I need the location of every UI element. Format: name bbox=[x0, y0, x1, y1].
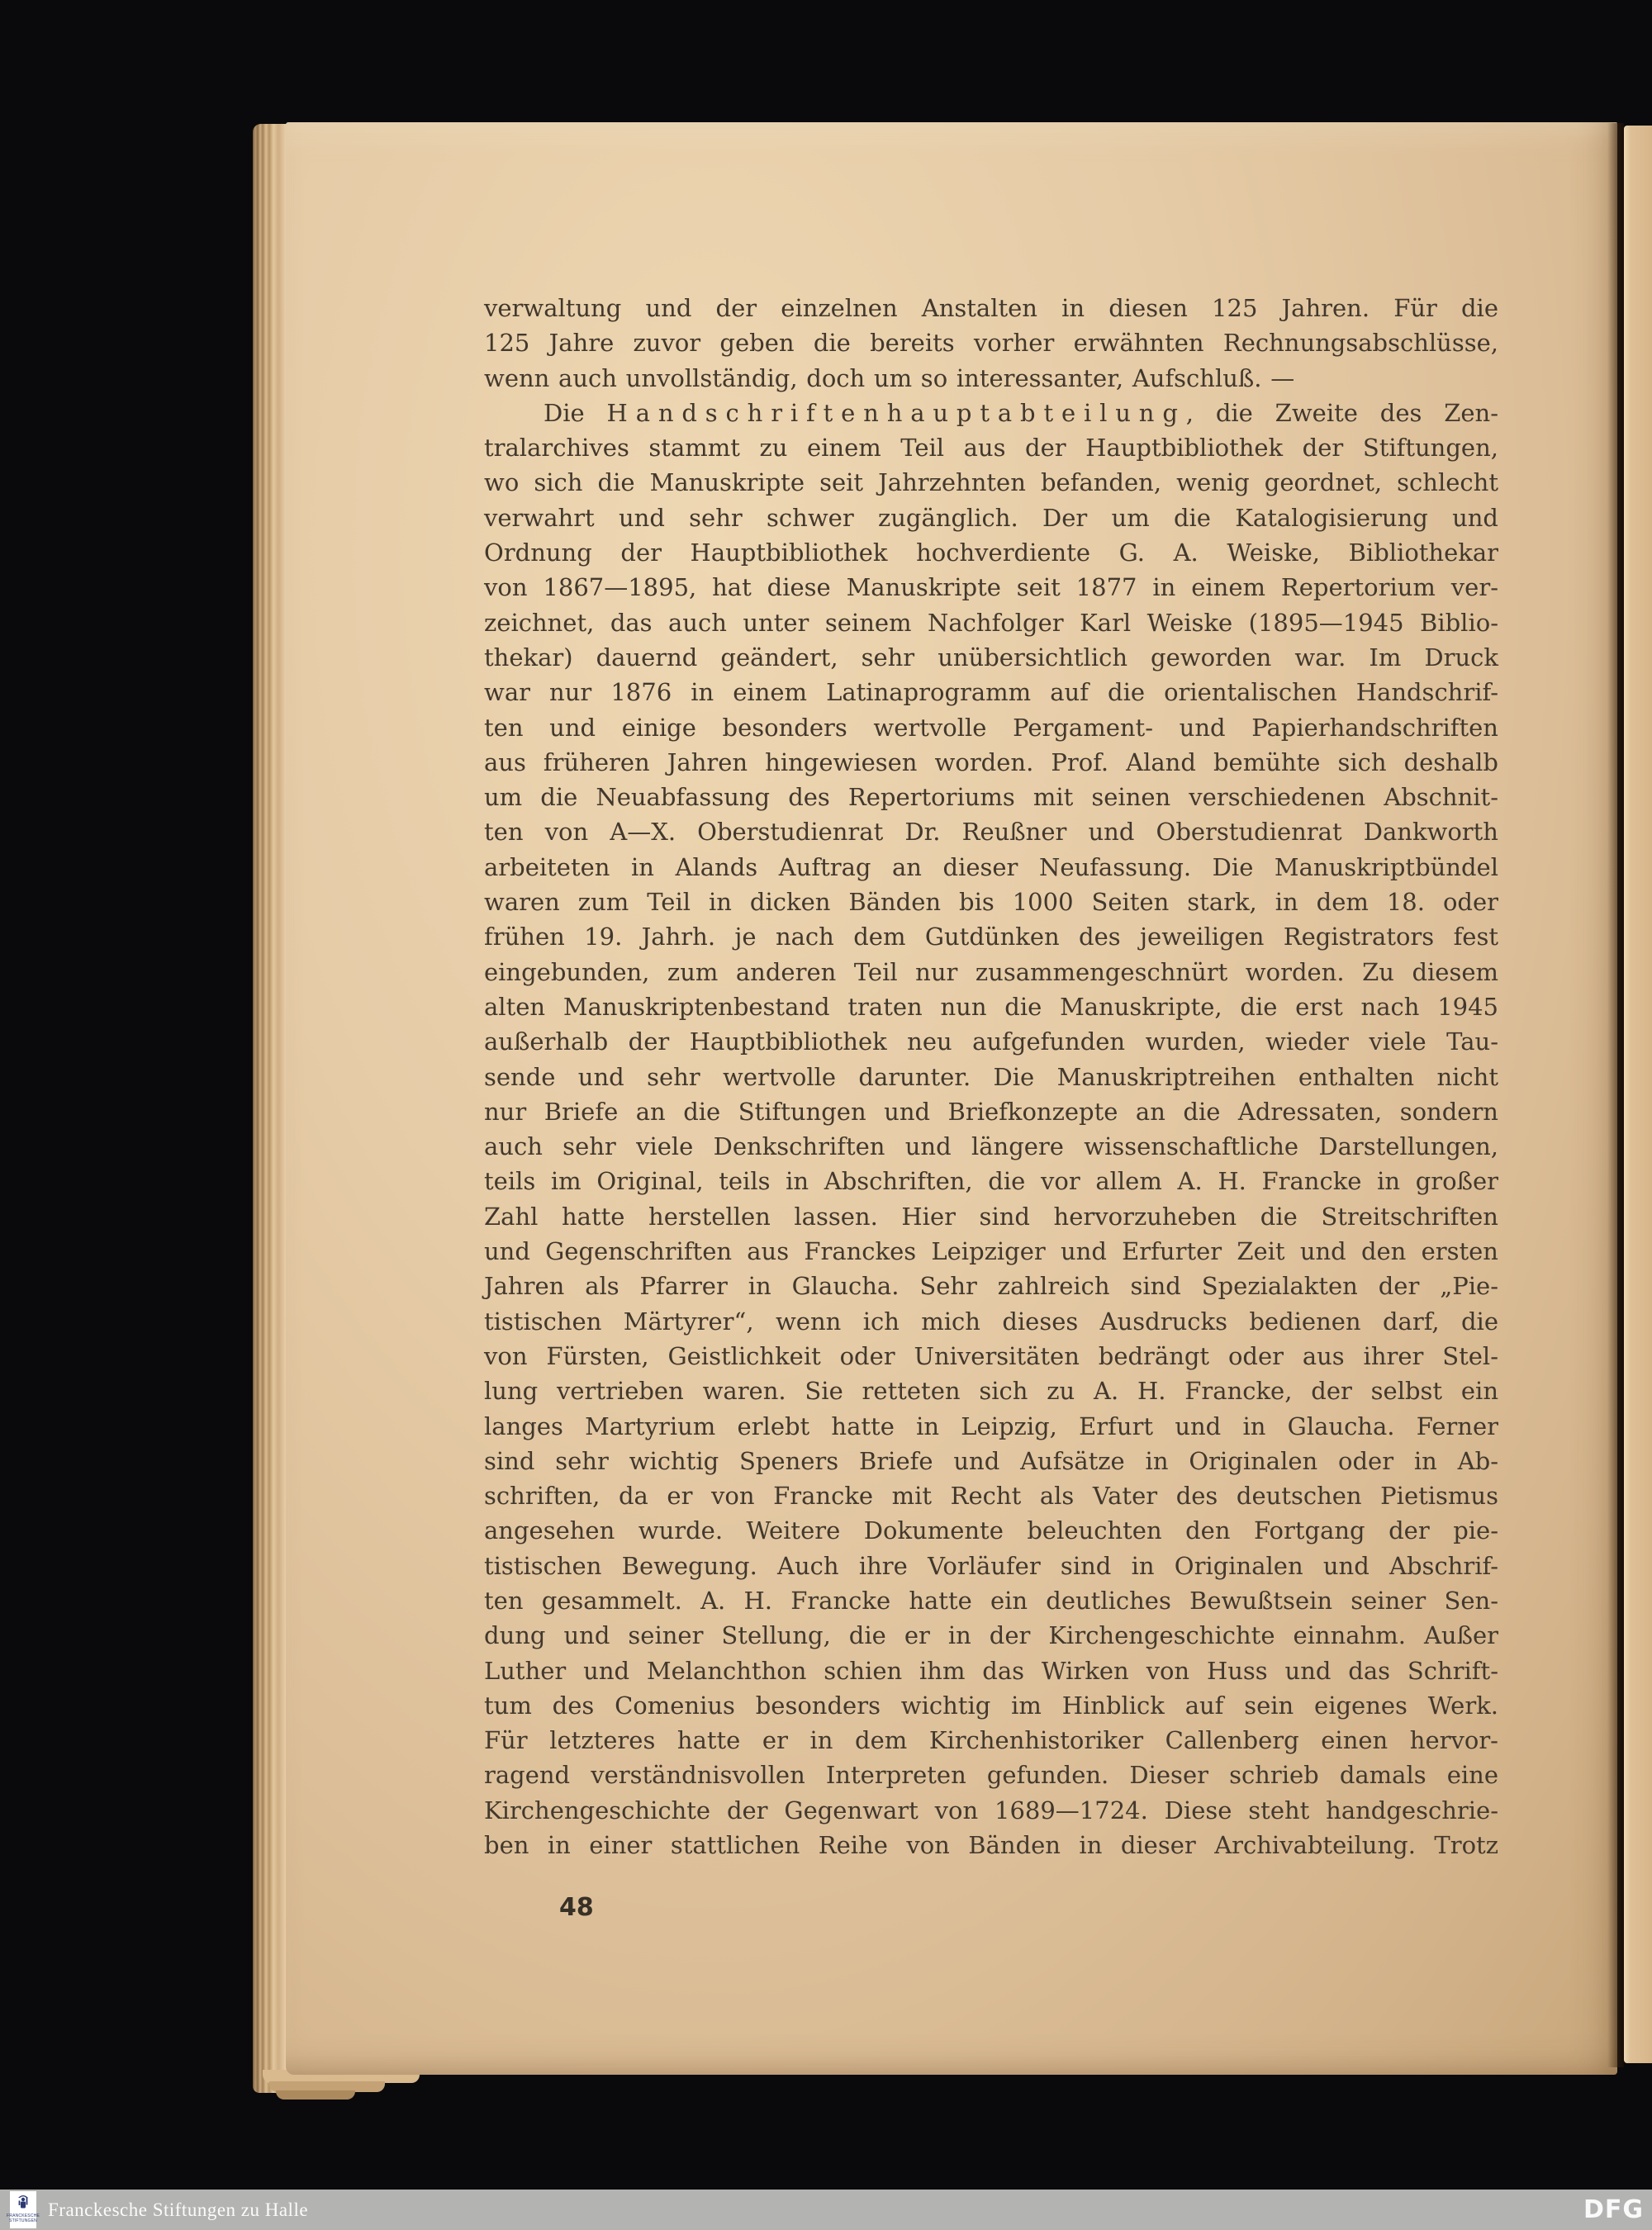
text-line: aus früheren Jahren hingewiesen worden. Prof. Aland bemühte sich deshalb bbox=[484, 747, 1498, 776]
text-line: um die Neuabfassung des Repertoriums mit seinen verschiedenen Abschnit- bbox=[484, 783, 1498, 812]
text-line: wenn auch unvollständig, doch um so interessanter, Aufschluß. — bbox=[484, 363, 1295, 392]
text-line: tistischen Bewegung. Auch ihre Vorläufer sind in Originalen und Abschrif- bbox=[484, 1551, 1498, 1580]
text-line: Kirchengeschichte der Gegenwart von 1689—1724. Diese steht handgeschrie- bbox=[484, 1796, 1498, 1824]
text-line: lung vertrieben waren. Sie retteten sich zu A. H. Francke, der selbst ein bbox=[484, 1377, 1498, 1406]
page-number: 48 bbox=[559, 1893, 594, 1922]
text-line: angesehen wurde. Weitere Dokumente beleuchten den Fortgang der pie- bbox=[484, 1516, 1498, 1545]
text-line: dung und seiner Stellung, die er in der Kirchengeschichte einnahm. Außer bbox=[484, 1621, 1498, 1650]
page-gutter-shadow bbox=[1607, 123, 1624, 2067]
text-line: und Gegenschriften aus Franckes Leipziger und Erfurter Zeit und den ersten bbox=[484, 1237, 1498, 1266]
text-line: Zahl hatte herstellen lassen. Hier sind hervorzuheben die Streitschriften bbox=[484, 1202, 1498, 1231]
text-line: waren zum Teil in dicken Bänden bis 1000 Seiten stark, in dem 18. oder bbox=[484, 888, 1498, 917]
facing-page-edge bbox=[1624, 126, 1652, 2063]
text-line: thekar) dauernd geändert, sehr unübersichtlich geworden war. Im Druck bbox=[484, 643, 1498, 671]
text-line: tralarchives stammt zu einem Teil aus der Hauptbibliothek der Stiftungen, bbox=[484, 434, 1498, 463]
text-line: ten gesammelt. A. H. Francke hatte ein deutliches Bewußtsein seiner Sen- bbox=[484, 1586, 1498, 1615]
text-line: Für letzteres hatte er in dem Kirchenhistoriker Callenberg einen hervor- bbox=[484, 1726, 1498, 1755]
text-line: Luther und Melanchthon schien ihm das Wirken von Huss und das Schrift- bbox=[484, 1656, 1498, 1685]
text-line: arbeiteten in Alands Auftrag an dieser Neufassung. Die Manuskriptbündel bbox=[484, 852, 1498, 881]
sheet-edge bbox=[276, 2090, 355, 2100]
text-line: verwaltung und der einzelnen Anstalten in diesen 125 Jahren. Für die bbox=[484, 294, 1498, 322]
text-line: von Fürsten, Geistlichkeit oder Universitäten bedrängt oder aus ihrer Stel- bbox=[484, 1341, 1498, 1370]
text-line: langes Martyrium erlebt hatte in Leipzig, Erfurt und in Glaucha. Ferner bbox=[484, 1412, 1498, 1440]
franckesche-stiftungen-logo bbox=[7, 2191, 40, 2228]
text-line: ragend verständnisvollen Interpreten gefunden. Dieser schrieb damals eine bbox=[484, 1761, 1498, 1790]
text-line: frühen 19. Jahrh. je nach dem Gutdünken des jeweiligen Registrators fest bbox=[484, 923, 1498, 951]
text-line: nur Briefe an die Stiftungen und Briefkonzepte an die Adressaten, sondern bbox=[484, 1097, 1498, 1126]
text-line: sende und sehr wertvolle darunter. Die Manuskriptreihen enthalten nicht bbox=[484, 1062, 1498, 1091]
dfg-logo: DFG bbox=[1583, 2195, 1644, 2224]
letterspaced-heading: Handschriftenhauptabteilung bbox=[606, 398, 1186, 427]
text-line: wo sich die Manuskripte seit Jahrzehnten befanden, wenig geordnet, schlecht bbox=[484, 468, 1498, 497]
text-line: teils im Original, teils in Abschriften, die vor allem A. H. Francke in großer bbox=[484, 1167, 1498, 1196]
text-line: von 1867—1895, hat diese Manuskripte seit 1877 in einem Repertorium ver- bbox=[484, 573, 1498, 602]
text-line: ben in einer stattlichen Reihe von Bänden in dieser Archivabteilung. Trotz bbox=[484, 1831, 1498, 1860]
text-line: verwahrt und sehr schwer zugänglich. Der um die Katalogisierung und bbox=[484, 503, 1498, 532]
text-line: 125 Jahre zuvor geben die bereits vorher erwähnten Rechnungsabschlüsse, bbox=[484, 329, 1498, 358]
text-line: Jahren als Pfarrer in Glaucha. Sehr zahlreich sind Spezialakten der „Pie- bbox=[484, 1272, 1498, 1301]
text-block bbox=[484, 291, 1498, 1862]
text-line: war nur 1876 in einem Latinaprogramm auf die orientalischen Handschrif- bbox=[484, 678, 1498, 707]
institution-label: Franckesche Stiftungen zu Halle bbox=[48, 2199, 309, 2220]
text-line: tum des Comenius besonders wichtig im Hinblick auf sein eigenes Werk. bbox=[484, 1691, 1498, 1720]
text-line: auch sehr viele Denkschriften und längere wissenschaftliche Darstellungen, bbox=[484, 1132, 1498, 1161]
text-segment: , die Zweite des Zen- bbox=[1185, 398, 1499, 427]
text-line: ten und einige besonders wertvolle Pergament- und Papierhandschriften bbox=[484, 713, 1498, 742]
text-line: außerhalb der Hauptbibliothek neu aufgefunden wurden, wieder viele Tau- bbox=[484, 1027, 1498, 1056]
text-line: zeichnet, das auch unter seinem Nachfolger Karl Weiske (1895—1945 Biblio- bbox=[484, 608, 1498, 637]
text-line: Ordnung der Hauptbibliothek hochverdiente G. A. Weiske, Bibliothekar bbox=[484, 539, 1498, 567]
text-line: tistischen Märtyrer“, wenn ich mich dieses Ausdrucks bedienen darf, die bbox=[484, 1307, 1498, 1336]
text-line: alten Manuskriptenbestand traten nun die Manuskripte, die erst nach 1945 bbox=[484, 992, 1498, 1021]
logo-text-line2: STIFTUNGEN bbox=[9, 2218, 37, 2223]
text-segment: Die bbox=[544, 398, 607, 427]
francke-figure-icon bbox=[16, 2191, 31, 2214]
logo-text-line1: FRANCKESCHE bbox=[7, 2213, 40, 2218]
text-line bbox=[484, 396, 1498, 430]
text-line: schriften, da er von Francke mit Recht als Vater des deutschen Pietismus bbox=[484, 1482, 1498, 1511]
text-line: sind sehr wichtig Speners Briefe und Aufsätze in Originalen oder in Ab- bbox=[484, 1446, 1498, 1475]
text-line: eingebunden, zum anderen Teil nur zusammengeschnürt worden. Zu diesem bbox=[484, 957, 1498, 986]
text-line: ten von A—X. Oberstudienrat Dr. Reußner und Oberstudienrat Dankworth bbox=[484, 818, 1498, 847]
